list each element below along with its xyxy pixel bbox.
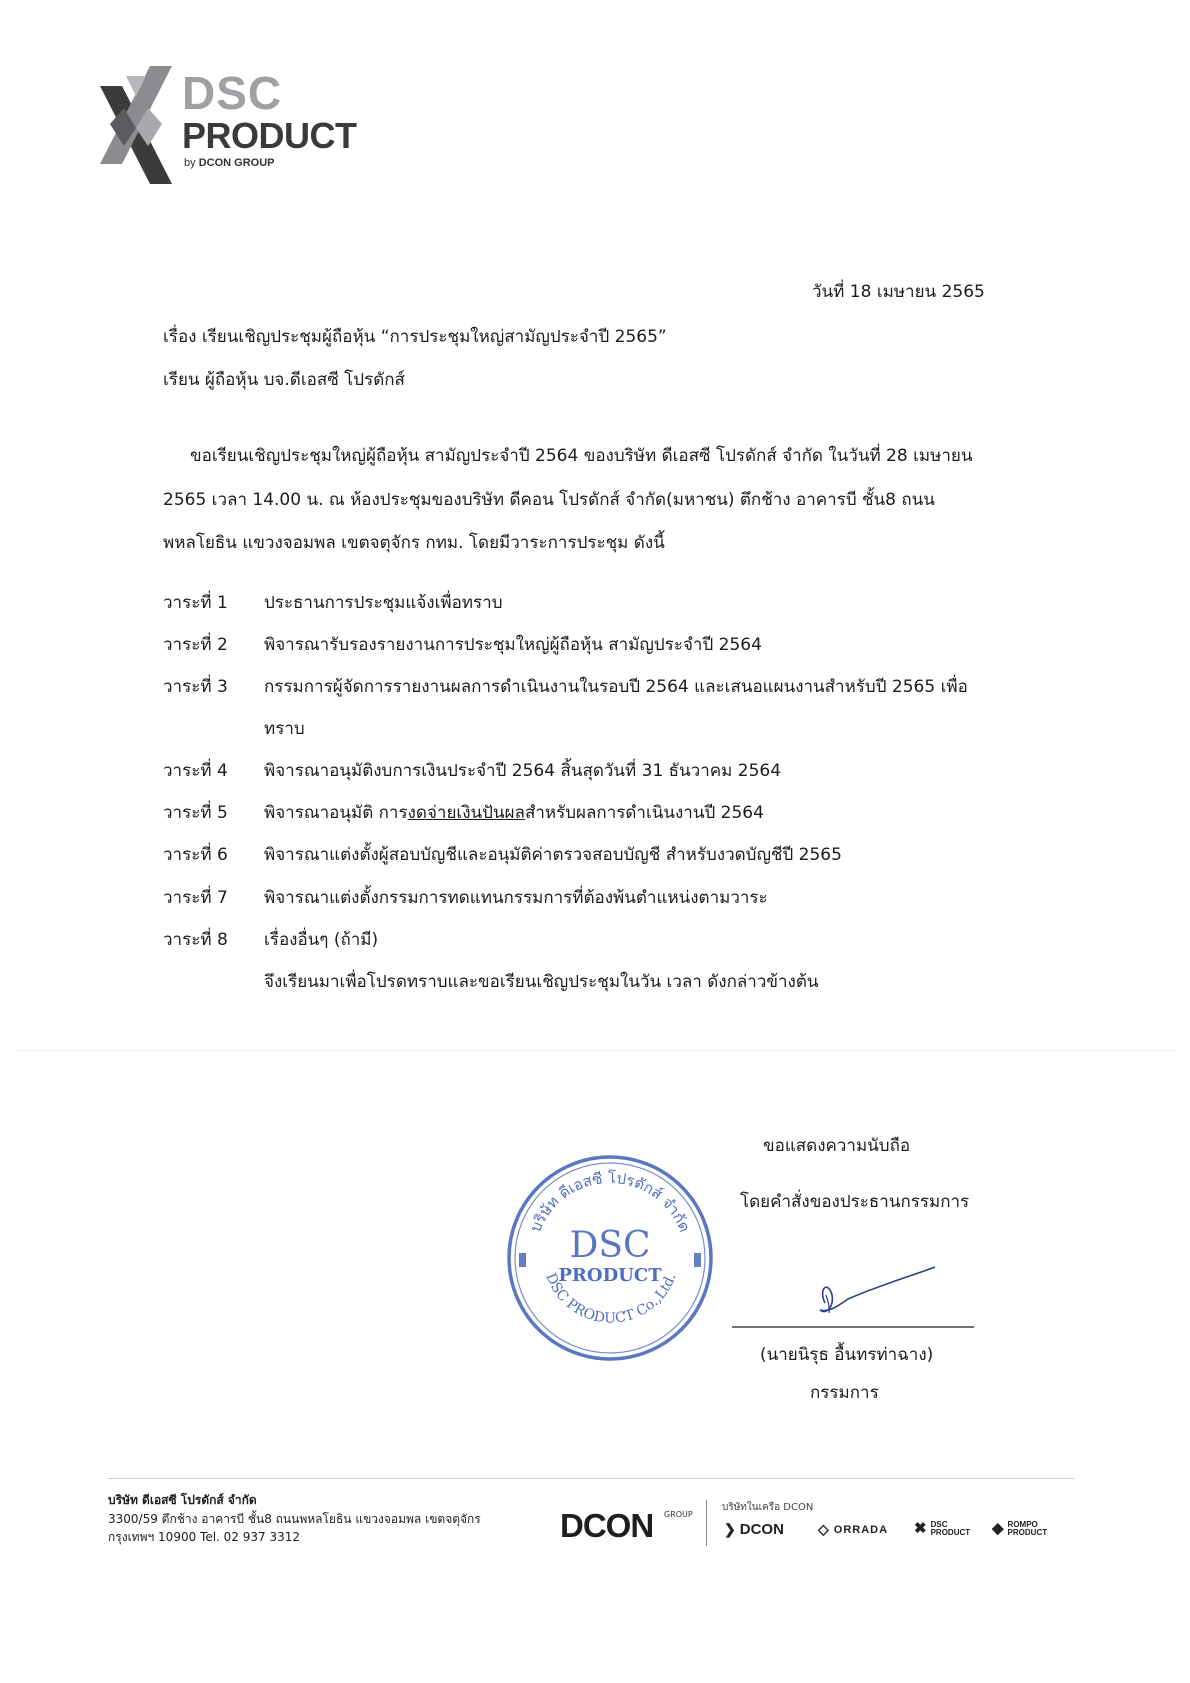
signatory-name: (นายนิรุธ อื้นทรท่าฉาง) [760, 1345, 934, 1365]
affiliates-label: บริษัทในเครือ DCON [722, 1502, 814, 1513]
logo-dsc-text: DSC [182, 67, 283, 119]
stamp-center-mark: DSC [569, 1225, 651, 1266]
agenda-text: พิจารณาแต่งตั้งกรรมการทดแทนกรรมการที่ต้องพ้นตำแหน่งตามวาระ [264, 888, 768, 908]
dcon-chevron-icon: ❯ [724, 1521, 736, 1537]
logo-product-text: PRODUCT [182, 115, 357, 156]
logo-byline [184, 157, 274, 169]
letter-subject: เรื่อง เรียนเชิญประชุมผู้ถือหุ้น “การประชุมใหญ่สามัญประจำปี 2565” [163, 327, 667, 347]
agenda-text: พิจารณารับรองรายงานการประชุมใหญ่ผู้ถือหุ้น สามัญประจำปี 2564 [264, 635, 762, 655]
agenda-number: วาระที่ 1 [163, 593, 228, 613]
sign-off-on-behalf: โดยคำสั่งของประธานกรรมการ [740, 1192, 970, 1212]
body-line-2: 2565 เวลา 14.00 น. ณ ห้องประชุมของบริษัท ดีคอน โปรดักส์ จำกัด(มหาชน) ตึกช้าง อาคารบี ชั้น8 ถนน [163, 490, 935, 510]
letter-date: วันที่ 18 เมษายน 2565 [812, 282, 985, 302]
agenda-text-continued: ทราบ [264, 719, 305, 739]
signatory-position: กรรมการ [810, 1383, 879, 1403]
agenda-text: พิจารณาแต่งตั้งผู้สอบบัญชีและอนุมัติค่าตรวจสอบบัญชี สำหรับงวดบัญชีปี 2565 [264, 845, 842, 865]
closing-line: จึงเรียนมาเพื่อโปรดทราบและขอเรียนเชิญประชุมในวัน เวลา ดังกล่าวข้างต้น [264, 972, 819, 992]
body-line-1: ขอเรียนเชิญประชุมใหญ่ผู้ถือหุ้น สามัญประจำปี 2564 ของบริษัท ดีเอสซี โปรดักส์ จำกัด ในวันที่ 28 เมษายน [190, 446, 973, 466]
orrada-diamond-icon: ◇ [818, 1521, 830, 1537]
stamp-center-word: PRODUCT [558, 1265, 662, 1286]
logo-byline-prefix: by [184, 157, 196, 169]
company-logo [100, 66, 360, 186]
agenda-text [264, 799, 764, 826]
signature [730, 1255, 980, 1330]
agenda-number: วาระที่ 7 [163, 888, 228, 908]
agenda-number: วาระที่ 8 [163, 930, 228, 950]
brand-dcon: ❯ DCON [724, 1521, 784, 1538]
brand-rompo: ◆ ROMPO PRODUCT [992, 1520, 1048, 1537]
scan-divider [14, 1050, 1176, 1051]
agenda-text-part: สำหรับผลการดำเนินงานปี 2564 [524, 803, 764, 823]
body-line-3: พหลโยธิน แขวงจอมพล เขตจตุจักร กทม. โดยมีวาระการประชุม ดังนี้ [163, 533, 665, 553]
footer-logo-divider [706, 1500, 707, 1546]
agenda-number: วาระที่ 6 [163, 845, 228, 865]
agenda-text: ประธานการประชุมแจ้งเพื่อทราบ [264, 593, 503, 613]
agenda-text-underlined: งดจ่ายเงินปันผล [407, 803, 525, 823]
agenda-number: วาระที่ 2 [163, 635, 228, 655]
rompo-diamond-icon: ◆ [992, 1520, 1004, 1537]
dcon-group-logo: DCON [560, 1507, 654, 1544]
dcon-group-sup: GROUP [664, 1510, 693, 1519]
sign-off-regards: ขอแสดงความนับถือ [763, 1136, 911, 1156]
stamp-bottom-text: DSC PRODUCT Co.,Ltd. [542, 1270, 680, 1327]
agenda-text: พิจารณาอนุมัติงบการเงินประจำปี 2564 สิ้นสุดวันที่ 31 ธันวาคม 2564 [264, 761, 782, 781]
footer-company-name: บริษัท ดีเอสซี โปรดักส์ จำกัด [108, 1493, 257, 1507]
logo-byline-group: DCON GROUP [198, 157, 275, 169]
letter-recipient: เรียน ผู้ถือหุ้น บจ.ดีเอสซี โปรดักส์ [163, 370, 405, 390]
agenda-text-part: พิจารณาอนุมัติ การ [264, 803, 408, 823]
agenda-text: เรื่องอื่นๆ (ถ้ามี) [264, 930, 379, 950]
dsc-x-icon: ✖ [914, 1520, 927, 1537]
agenda-number: วาระที่ 3 [163, 677, 228, 697]
agenda-number: วาระที่ 4 [163, 761, 228, 781]
brand-dsc-product: ✖ DSC PRODUCT [914, 1520, 971, 1537]
brand-orrada: ◇ ORRADA [818, 1521, 889, 1537]
stamp-top-text: บริษัท ดีเอสซี โปรดักส์ จำกัด [526, 1168, 694, 1235]
footer-address-line-1: 3300/59 ตึกช้าง อาคารบี ชั้น8 ถนนพหลโยธิน แขวงจอมพล เขตจตุจักร [108, 1512, 481, 1526]
dsc-logo-mark-icon [100, 66, 172, 184]
footer-address-line-2: กรุงเทพฯ 10900 Tel. 02 937 3312 [108, 1530, 301, 1544]
footer-divider [108, 1478, 1074, 1479]
agenda-text: กรรมการผู้จัดการรายงานผลการดำเนินงานในรอบปี 2564 และเสนอแผนงานสำหรับปี 2565 เพื่อ [264, 677, 968, 697]
agenda-number: วาระที่ 5 [163, 803, 228, 823]
company-seal-stamp [505, 1153, 715, 1363]
